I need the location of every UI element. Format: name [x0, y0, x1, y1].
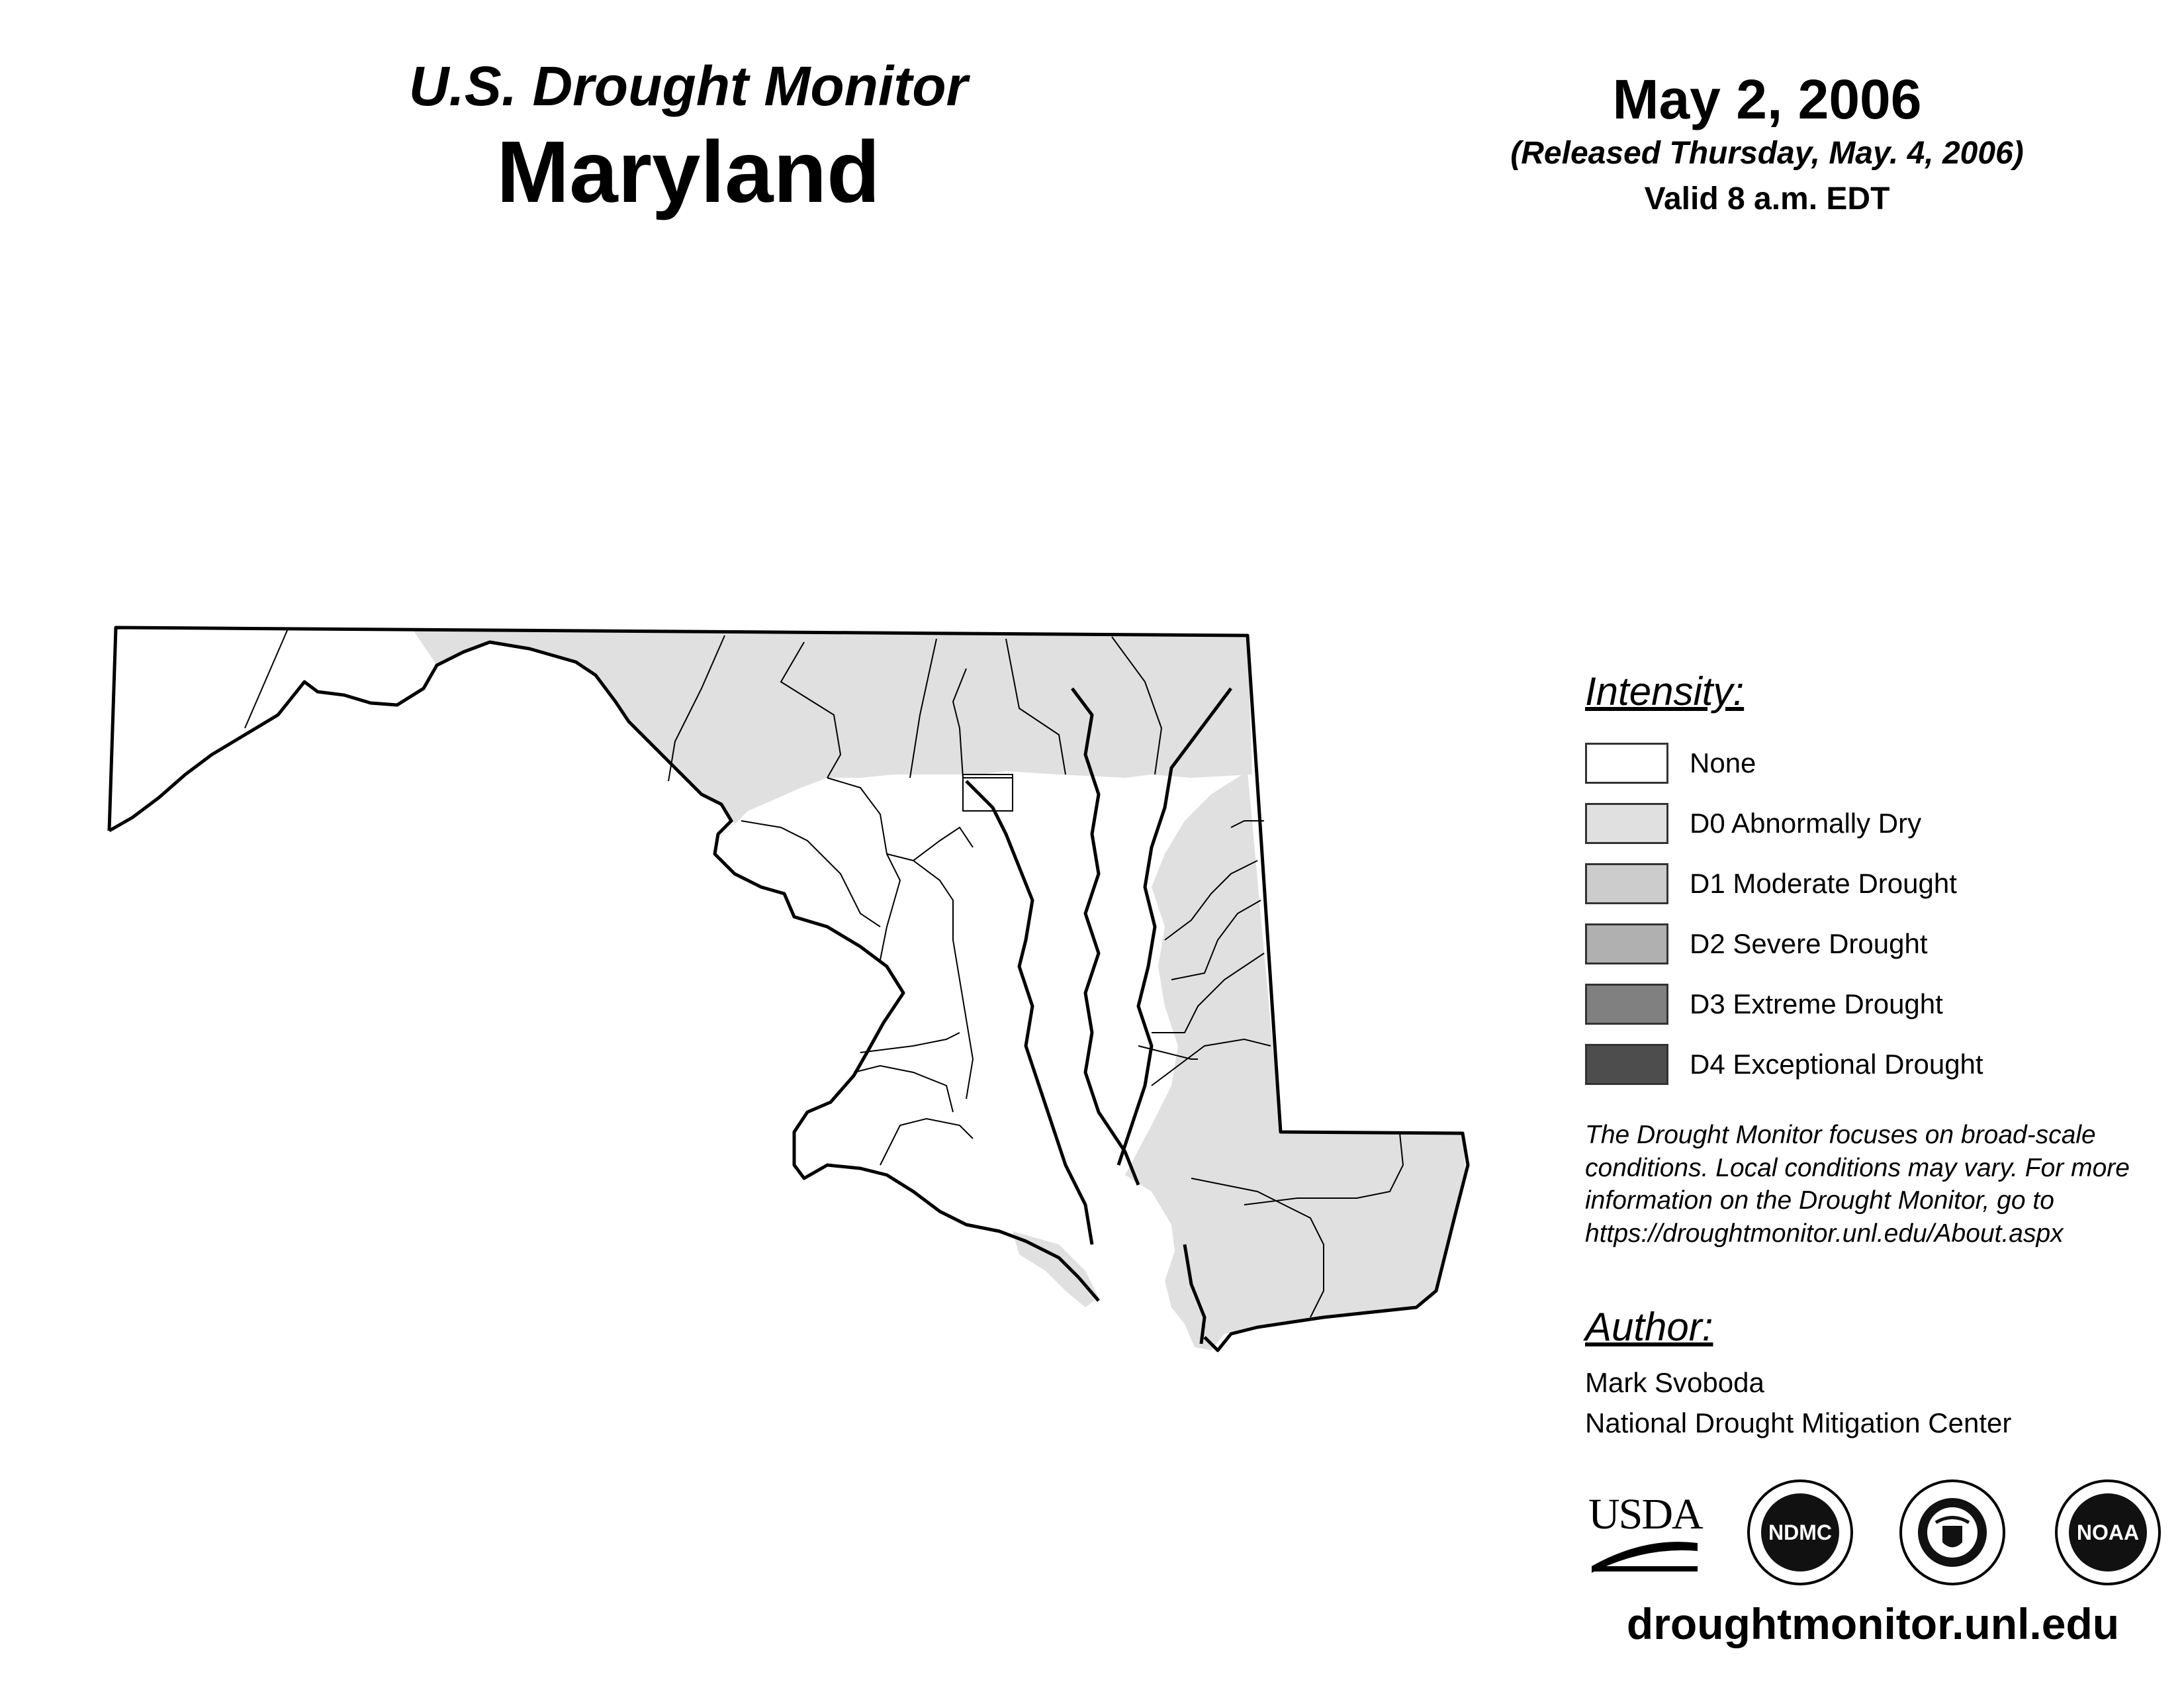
legend-swatch — [1585, 803, 1668, 844]
author-name: Mark Svoboda — [1585, 1367, 1764, 1398]
ndmc-logo — [1747, 1479, 1853, 1585]
legend-item — [1585, 793, 2167, 853]
legend-label: None — [1690, 747, 1756, 778]
legend-label: D4 Exceptional Drought — [1690, 1048, 1983, 1080]
noaa-logo-text: NOAA — [2069, 1493, 2147, 1571]
usda-swoosh-icon — [1588, 1536, 1701, 1573]
legend-label: D0 Abnormally Dry — [1690, 807, 1922, 839]
noaa-logo — [2055, 1479, 2161, 1585]
legend — [1585, 669, 2167, 1094]
website-url[interactable]: droughtmonitor.unl.edu — [1626, 1599, 2120, 1648]
legend-item — [1585, 853, 2167, 914]
eagle-shield-icon — [1916, 1496, 1989, 1569]
legend-label: D2 Severe Drought — [1690, 927, 1928, 959]
release-date: (Released Thursday, May. 4, 2006) — [1510, 135, 2024, 171]
department-of-commerce-logo — [1899, 1479, 2005, 1585]
legend-swatch — [1585, 984, 1668, 1025]
map-fill-layer — [106, 628, 1466, 1350]
legend-swatch — [1585, 923, 1668, 964]
legend-label: D3 Extreme Drought — [1690, 988, 1943, 1019]
author-organization: National Drought Mitigation Center — [1585, 1407, 2012, 1438]
valid-time: Valid 8 a.m. EDT — [1644, 181, 1890, 217]
legend-label: D1 Moderate Drought — [1690, 867, 1957, 899]
map-title: U.S. Drought Monitor — [408, 55, 968, 117]
legend-swatch — [1585, 743, 1668, 784]
legend-heading: Intensity: — [1585, 669, 1745, 714]
ndmc-logo-text: NDMC — [1761, 1493, 1839, 1571]
legend-item — [1585, 733, 2167, 793]
usda-logo-text: USDA — [1588, 1490, 1702, 1538]
legend-item — [1585, 1034, 2167, 1094]
author-block — [1585, 1304, 2167, 1444]
legend-item — [1585, 914, 2167, 974]
disclaimer-note: The Drought Monitor focuses on broad-scale conditions. Local conditions may vary. For more information on the Drought Monitor, go to https://droughtmonitor.unl.edu/About.aspx — [1585, 1121, 2130, 1248]
logo-row — [1588, 1479, 2171, 1599]
map-date: May 2, 2006 — [1612, 68, 1922, 130]
legend-swatch — [1585, 863, 1668, 904]
usda-logo — [1588, 1490, 1702, 1579]
legend-item — [1585, 974, 2167, 1034]
map-region-eastern-shore-d0 — [1125, 771, 1466, 1350]
author-heading: Author: — [1585, 1305, 1713, 1349]
legend-swatch — [1585, 1044, 1668, 1085]
map-state-name: Maryland — [496, 122, 880, 220]
